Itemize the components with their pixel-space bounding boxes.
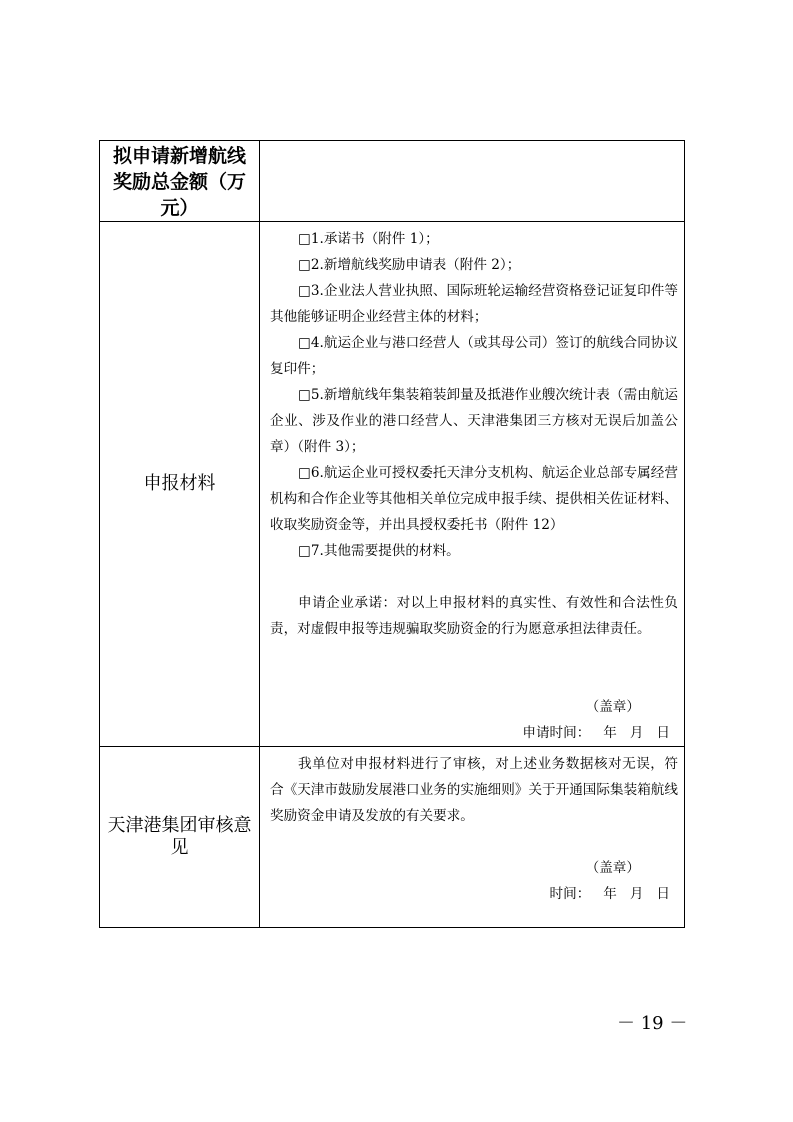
total-amount-label: 拟申请新增航线奖励总金额（万元） [112,145,246,219]
form-row-materials [100,222,685,747]
material-item-4: □4.航运企业与港口经营人（或其母公司）签订的航线合同协议复印件； [270,335,678,377]
spacer [270,642,678,668]
spacer [270,668,678,694]
material-item-1: □1.承诺书（附件 1）； [298,231,439,247]
review-label-cell [100,747,260,928]
application-date: 申请时间： 年 月 日 [522,725,670,741]
commitment-statement: 申请企业承诺：对以上申报材料的真实性、有效性和合法性负责，对虚假申报等违规骗取奖励资金的行为愿意承担法律责任。 [270,595,678,637]
material-item-7: □7.其他需要提供的材料。 [298,543,460,559]
spacer [270,829,678,855]
reviewer-stamp: （盖章） [585,860,640,876]
page-number: － 19 － [617,1013,688,1034]
spacer [270,564,678,590]
material-item-5: □5.新增航线年集装箱装卸量及抵港作业艘次统计表（需由航运企业、涉及作业的港口经营人、天津港集团三方核对无误后加盖公章）（附件 3）； [270,387,678,455]
applicant-stamp: （盖章） [585,699,640,715]
review-label: 天津港集团审核意见 [107,815,252,858]
materials-label: 申报材料 [143,473,216,494]
review-content-cell [260,747,685,928]
review-opinion: 我单位对申报材料进行了审核，对上述业务数据核对无误，符合《天津市鼓励发展港口业务的实施细则》关于开通国际集装箱航线奖励资金申请及发放的有关要求。 [270,756,678,824]
form-row-review [100,747,685,928]
material-item-3: □3.企业法人营业执照、国际班轮运输经营资格登记证复印件等其他能够证明企业经营主体的材料； [270,283,678,325]
material-item-2: □2.新增航线奖励申请表（附件 2）； [298,257,521,273]
review-date: 时间： 年 月 日 [549,886,670,902]
total-amount-value-cell[interactable] [260,141,685,222]
total-amount-label-cell [100,141,260,222]
application-form-table [99,140,685,928]
materials-content-cell [260,222,685,747]
form-row-total-amount [100,141,685,222]
review-content [260,747,684,907]
total-amount-value [260,141,684,145]
material-item-6: □6.航运企业可授权委托天津分支机构、航运企业总部专属经营机构和合作企业等其他相关单位完成申报手续、提供相关佐证材料、收取奖励资金等，并出具授权委托书（附件 12） [270,465,678,533]
materials-content [260,222,684,746]
materials-label-cell [100,222,260,747]
